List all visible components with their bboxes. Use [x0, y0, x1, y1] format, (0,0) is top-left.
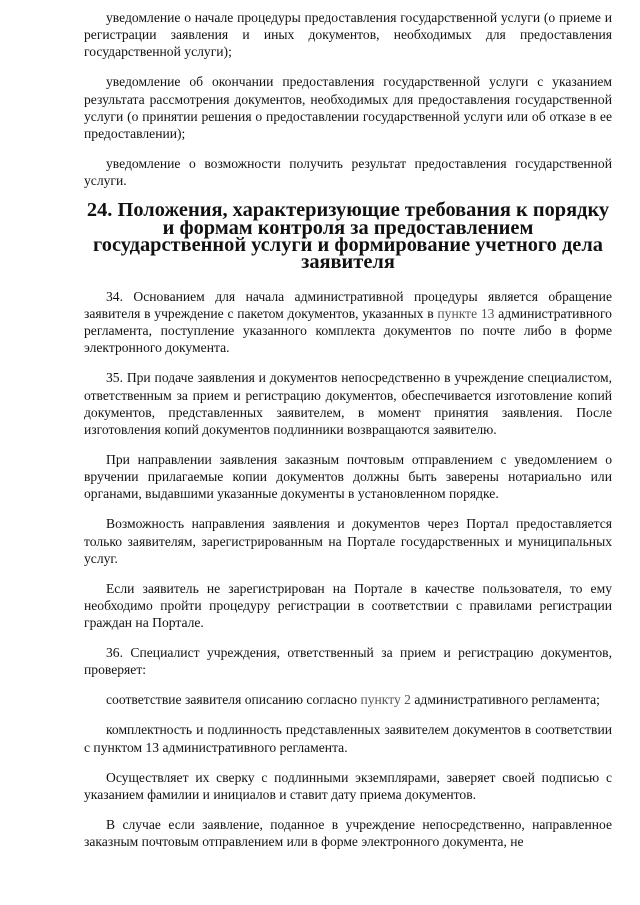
paragraph-check-completeness: комплектность и подлинность представленных заявителем документов в соответствии с пунктом 13 административного регламента. — [84, 722, 612, 755]
paragraph-check-applicant — [84, 691, 612, 708]
paragraph-35: 35. При подаче заявления и документов непосредственно в учреждение специалистом, ответственным за прием и регистрацию документов, обеспечивается изготовление копий документов, представленных заявителем, в момент принятия заявления. После изготовления копий документов подлинники возвращаются заявителю. — [84, 370, 612, 438]
paragraph-34 — [84, 288, 612, 357]
paragraph-mail: При направлении заявления заказным почтовым отправлением с уведомлением о вручении прилагаемые копии документов должны быть заверены нотариально или органами, выдавшими указанные документы в установленном порядке. — [84, 452, 612, 502]
paragraph-case: В случае если заявление, поданное в учреждение непосредственно, направленное заказным почтовым отправлением или в форме электронного документа, не — [84, 816, 612, 850]
paragraph-34-text: 34. Основанием для начала административной процедуры является обращение заявителя в учреждение с пакетом документов, указанных в — [84, 288, 612, 322]
paragraph-36: 36. Специалист учреждения, ответственный за прием и регистрацию документов, проверяет: — [84, 645, 612, 678]
paragraph-notice-end: уведомление об окончании предоставления государственной услуги с указанием результата рассмотрения документов, необходимых для предоставления государственной услуги (о принятии решения о предоставлении государственной услуги или об отказе в ее предоставлении); — [84, 74, 612, 142]
link-point-13[interactable]: пункте 13 — [437, 306, 495, 322]
paragraph-registration: Если заявитель не зарегистрирован на Портале в качестве пользователя, то ему необходимо пройти процедуру регистрации в соответствии с правилами регистрации граждан на Портале. — [84, 580, 612, 631]
link-point-2[interactable]: пункту 2 — [360, 692, 411, 708]
check-applicant-text-end: административного регламента; — [410, 692, 600, 708]
paragraph-notice-result: уведомление о возможности получить результат предоставления государственной услуги. — [84, 156, 612, 189]
paragraph-verification: Осуществляет их сверку с подлинными экземплярами, заверяет своей подписью с указанием фамилии и инициалов и ставит дату приема документов. — [84, 769, 612, 802]
section-heading: 24. Положения, характеризующие требования к порядку и формам контроля за предоставлением государственной услуги и формирование учетного дела заявителя — [86, 199, 610, 274]
paragraph-notice-start: уведомление о начале процедуры предоставления государственной услуги (о приеме и регистрации заявления и иных документов, необходимых для предоставления государственной услуги); — [84, 10, 612, 60]
paragraph-34-text-end: административного регламента, поступление указанного комплекта документов по почте либо в форме электронного документа. — [84, 306, 612, 356]
check-applicant-text: соответствие заявителя описанию согласно — [106, 692, 361, 708]
paragraph-portal: Возможность направления заявления и документов через Портал предоставляется только заявителям, зарегистрированным на Портале государственных и муниципальных услуг. — [84, 516, 612, 566]
